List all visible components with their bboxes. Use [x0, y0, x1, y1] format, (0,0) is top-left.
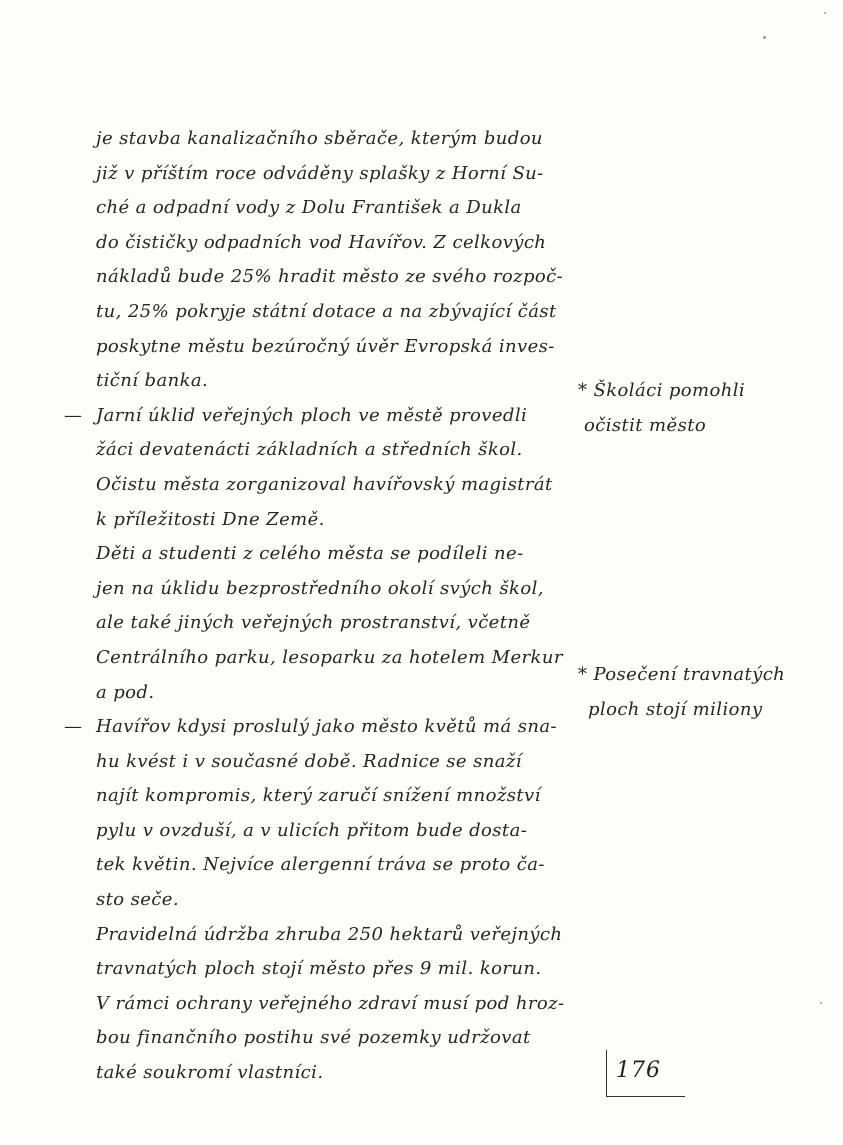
body-line-text: travnatých ploch stojí město přes 9 mil. korun. — [96, 958, 542, 980]
body-line — [64, 918, 584, 953]
scan-speck — [763, 36, 766, 39]
body-line-text: žáci devatenácti základních a středních škol. — [96, 439, 523, 461]
body-line — [64, 952, 584, 987]
body-line — [64, 364, 584, 399]
body-line — [64, 779, 584, 814]
body-line-text: ale také jiných veřejných prostranství, včetně — [96, 612, 531, 634]
scan-speck — [824, 12, 826, 14]
margin-note-line: * Školáci pomohli — [578, 380, 746, 401]
body-line-text: V rámci ochrany veřejného zdraví musí pod hroz- — [96, 992, 565, 1014]
body-line-text: Havířov kdysi proslulý jako město květů má sna- — [96, 716, 557, 738]
body-line-text: sto seče. — [96, 889, 179, 911]
paragraph-dash: — — [64, 404, 83, 426]
body-line-text: také soukromí vlastníci. — [96, 1062, 324, 1084]
scan-speck — [820, 1002, 822, 1004]
paragraph-dash: — — [64, 716, 83, 738]
margin-note-line: očistit město — [584, 414, 707, 436]
body-line-text: Děti a studenti z celého města se podíleli ne- — [96, 543, 524, 565]
body-line-text: poskytne městu bezúročný úvěr Evropská inves- — [96, 335, 555, 357]
body-line-text: jen na úklidu bezprostředního okolí svých škol, — [96, 577, 544, 599]
margin-note-pupils-helped — [578, 374, 838, 443]
body-line-text: a pod. — [96, 681, 155, 703]
body-line — [64, 157, 584, 192]
body-line — [64, 814, 584, 849]
body-line — [64, 468, 584, 503]
body-line — [64, 848, 584, 883]
body-line — [64, 503, 584, 538]
body-line — [64, 191, 584, 226]
body-line — [64, 883, 584, 918]
body-line — [64, 330, 584, 365]
body-line-text: najít kompromis, který zaručí snížení množství — [96, 785, 541, 807]
body-line-text: bou finančního postihu své pozemky udržovat — [96, 1027, 531, 1049]
body-line — [64, 433, 584, 468]
body-line-text: nákladů bude 25% hradit město ze svého rozpoč- — [96, 266, 564, 288]
body-line — [64, 122, 584, 157]
body-line-text: hu kvést i v současné době. Radnice se snaží — [96, 750, 522, 772]
body-line — [64, 572, 584, 607]
body-line-text: ché a odpadní vody z Dolu František a Dukla — [96, 197, 522, 219]
body-line — [64, 295, 584, 330]
body-line — [64, 641, 584, 676]
page-number: 176 — [616, 1058, 661, 1083]
body-line — [64, 226, 584, 261]
body-line-text: tek květin. Nejvíce alergenní tráva se proto ča- — [96, 854, 545, 876]
body-line-text: Pravidelná údržba zhruba 250 hektarů veřejných — [96, 923, 563, 945]
body-line — [64, 745, 584, 780]
body-line-text: do čističky odpadních vod Havířov. Z celkových — [96, 231, 547, 253]
body-line-text: Očistu města zorganizoval havířovský magistrát — [96, 473, 553, 495]
handwritten-body — [64, 122, 584, 1091]
body-line-text: Jarní úklid veřejných ploch ve městě provedli — [96, 404, 528, 426]
body-line — [64, 1056, 584, 1091]
body-line-text: tiční banka. — [96, 370, 209, 392]
body-line-text: již v příštím roce odváděny splašky z Horní Su- — [96, 162, 544, 184]
margin-note-line: * Posečení travnatých — [578, 664, 786, 685]
body-line — [64, 399, 584, 434]
body-line — [64, 260, 584, 295]
margin-note-line: ploch stojí miliony — [588, 698, 763, 720]
body-line — [64, 987, 584, 1022]
body-line-text: k příležitosti Dne Země. — [96, 508, 325, 530]
body-line — [64, 676, 584, 711]
body-line-text: tu, 25% pokryje státní dotace a na zbývající část — [96, 300, 557, 322]
margin-note-mowing-costs — [578, 658, 838, 727]
body-line — [64, 606, 584, 641]
body-line — [64, 1021, 584, 1056]
body-line — [64, 537, 584, 572]
body-line — [64, 710, 584, 745]
body-line-text: je stavba kanalizačního sběrače, kterým budou — [96, 128, 543, 149]
body-line-text: Centrálního parku, lesoparku za hotelem Merkur — [96, 646, 563, 668]
body-line-text: pylu v ovzduší, a v ulicích přitom bude dosta- — [96, 819, 528, 841]
